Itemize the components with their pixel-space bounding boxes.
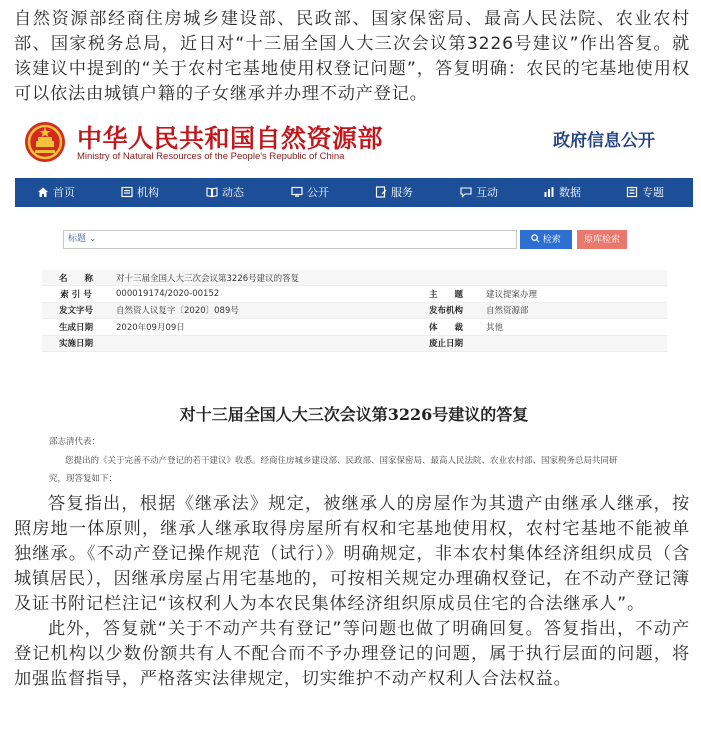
document-title: 对十三届全国人大三次会议第3226号建议的答复 <box>179 405 529 424</box>
table-row: 生成日期 2020年09月09日 体 裁 其他 <box>42 319 667 335</box>
service-icon <box>375 186 387 198</box>
nav-label: 服务 <box>391 186 413 199</box>
bar-chart-icon <box>543 186 555 198</box>
website-screenshot <box>15 117 693 483</box>
document-salutation: 邵志清代表： <box>49 437 101 447</box>
search-input[interactable] <box>63 230 517 249</box>
article-paragraph-2: 答复指出，根据《继承法》规定，被继承人的房屋作为其遗产由继承人继承，按照房地一体原则，继承人继承取得房屋所有权和宅基地使用权，农村宅基地不能被单独继承。《不动产登记操作规范（试行）》明确规定，非本农村集体经济组织成员（含城镇居民），因继承房屋占用宅基地的，可按相关规定办理确权登记，在不动产登记簿及证书附记栏注记“该权利人为本农民集体经济组织原成员住宅的合法继承人”。 <box>14 494 690 614</box>
nav-org[interactable] <box>121 178 159 207</box>
document-body-line: 究，现答复如下： <box>49 474 118 484</box>
site-name-en: Ministry of Natural Resources of the People's Republic of China <box>77 151 345 162</box>
nav-public[interactable] <box>291 178 329 207</box>
nav-news[interactable] <box>206 178 244 207</box>
search-scope-select[interactable]: 标题 ⌄ <box>68 234 97 244</box>
table-row: 索 引 号 000019174/2020-00152 主 题 建议提案办理 <box>42 286 667 302</box>
home-icon <box>37 186 49 198</box>
nav-label: 首页 <box>53 186 75 199</box>
nav-label: 互动 <box>476 186 498 199</box>
site-name-cn: 中华人民共和国自然资源部 <box>77 124 384 153</box>
table-row: 发文字号 自然资人议复字〔2020〕089号 发布机构 自然资源部 <box>42 302 667 318</box>
book-icon <box>206 186 218 198</box>
nav-label: 公开 <box>307 186 329 199</box>
search-icon <box>531 234 540 243</box>
national-emblem-icon <box>23 120 67 164</box>
chat-icon <box>460 186 472 198</box>
article-paragraph-3: 此外，答复就“关于不动产共有登记”等问题也做了明确回复。答复指出，不动产登记机构以少数份额共有人不配合而不予办理登记的问题，属于执行层面的问题，将加强监督指导，严格落实法律规定，切实维护不动产权利人合法权益。 <box>14 619 690 689</box>
org-icon <box>121 186 133 198</box>
original-search-button[interactable]: 原库检索 <box>577 230 627 249</box>
nav-label: 专题 <box>642 186 664 199</box>
article-intro: 自然资源部经商住房城乡建设部、民政部、国家保密局、最高人民法院、农业农村部、国家税务总局，近日对“十三届全国人大三次会议第3226号建议”作出答复。就该建议中提到的“关于农村宅基地使用权登记问题”，答复明确：农民的宅基地使用权可以依法由城镇户籍的子女继承并办理不动产登记。 <box>14 9 690 104</box>
site-header <box>15 117 693 177</box>
nav-home[interactable] <box>37 178 75 207</box>
document-meta-table <box>42 270 667 352</box>
section-title: 政府信息公开 <box>553 131 655 151</box>
search-button[interactable]: 检索 <box>520 230 572 249</box>
table-row: 名 称 对十三届全国人大三次会议第3226号建议的答复 <box>42 270 667 286</box>
monitor-icon <box>291 186 303 198</box>
nav-label: 机构 <box>137 186 159 199</box>
nav-data[interactable] <box>543 178 581 207</box>
nav-service[interactable] <box>375 178 413 207</box>
nav-interact[interactable] <box>460 178 498 207</box>
nav-topics[interactable] <box>626 178 664 207</box>
table-row: 实施日期 废止日期 <box>42 335 667 351</box>
nav-label: 数据 <box>559 186 581 199</box>
topic-icon <box>626 186 638 198</box>
document-body-line: 您提出的《关于完善不动产登记的若干建议》收悉。经商住房城乡建设部、民政部、国家保密局、最高人民法院、农业农村部、国家税务总局共同研 <box>65 456 618 466</box>
main-nav <box>15 178 693 207</box>
nav-label: 动态 <box>222 186 244 199</box>
